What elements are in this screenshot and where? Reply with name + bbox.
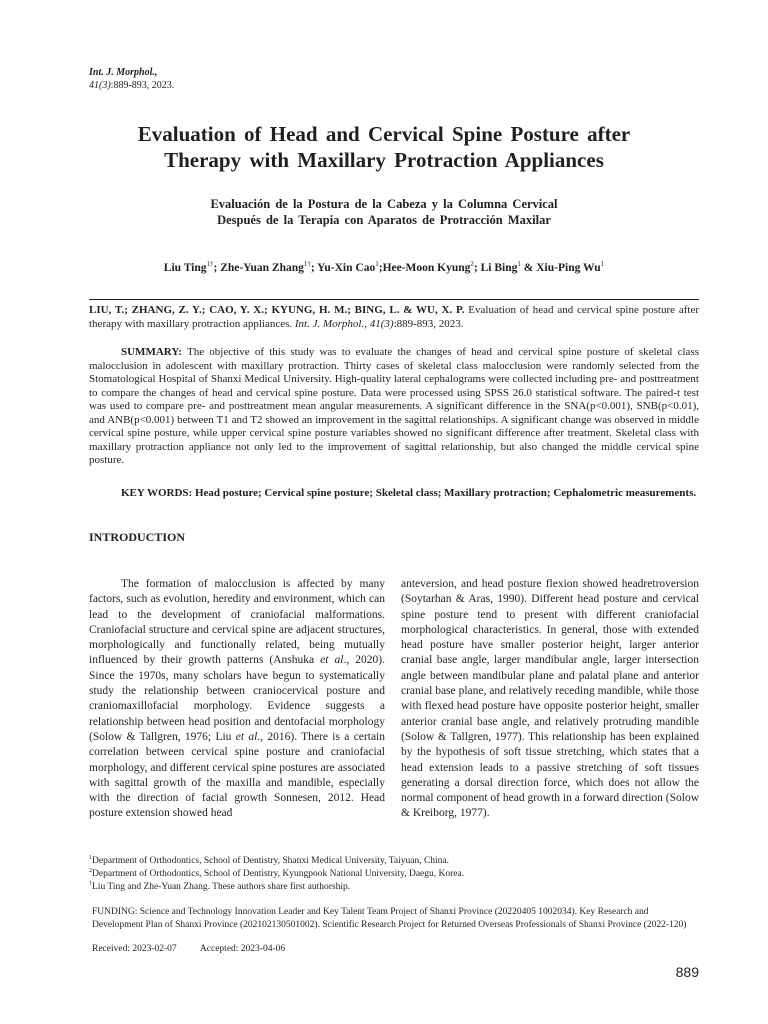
abstract-summary	[89, 346, 699, 468]
spanish-title-line-2: Después de la Terapia con Aparatos de Protracción Maxilar	[217, 213, 551, 227]
title-line-2: Therapy with Maxillary Protraction Appliances	[164, 148, 604, 172]
citation-tail: :889-893, 2023.	[393, 318, 464, 330]
author-name: Liu Ting	[163, 262, 207, 274]
journal-name: Int. J. Morphol.,	[89, 67, 158, 78]
footnote	[89, 855, 699, 868]
author-separator: ;	[213, 262, 221, 274]
journal-reference	[89, 66, 174, 92]
intro-text-run: ., 2016). There is a certain correlation between cervical spine posture and craniofacial morphology, and different cervical spine postures are associated with sagittal growth of the maxilla and mandible, especially with the direction of facial growth Sonnesen, 2012. Head posture extension showed head	[89, 730, 385, 820]
article-title	[80, 121, 688, 173]
page-number: 889	[675, 964, 699, 980]
citation-text: Evaluation of head and cervical spine posture after therapy with maxillary protraction appliances.	[89, 304, 699, 330]
author-affiliation-mark: 1	[517, 260, 521, 269]
author-name: Yu-Xin Cao	[317, 262, 376, 274]
footnote-text: Liu Ting and Zhe-Yuan Zhang. These authors share first authorship.	[92, 882, 351, 892]
author-separator: &	[520, 262, 537, 274]
author-affiliation-mark: 2	[470, 260, 474, 269]
author-name: Xiu-Ping Wu	[536, 262, 601, 274]
introduction-column-left	[89, 577, 385, 822]
intro-text-run: ., 2020). Since the 1970s, many scholars have begun to systematically study the relationship between craniocervical posture and craniomaxillofacial morphology. Evidence suggests a relationship between head position and dentofacial morphology (Solow & Tallgren, 1976; Liu	[89, 654, 385, 743]
author-name: Li Bing	[480, 262, 518, 274]
section-heading-introduction: INTRODUCTION	[89, 530, 186, 544]
citation-authors: LIU, T.; ZHANG, Z. Y.; CAO, Y. X.; KYUNG, H. M.; BING, L. & WU, X. P.	[89, 304, 465, 316]
spanish-title	[150, 196, 618, 228]
spanish-title-line-1: Evaluación de la Postura de la Cabeza y la Columna Cervical	[210, 197, 558, 211]
footnote-mark: †	[89, 880, 92, 887]
summary-label: SUMMARY:	[121, 346, 182, 358]
journal-volume: 41(3)	[89, 80, 111, 91]
summary-text: The objective of this study was to evaluate the changes of head and cervical spine posture of skeletal class malocclusion in adolescent with maxillary protraction. Thirty cases of skeletal class malocclusion were randomly selected from the Stomatological Hospital of Shanxi Medical University. High-quality lateral cephalograms were collected including pre- and posttreatment to compare the changes of head and cervical spine posture. Data were processed using SPSS 26.0 statistical software. The paired-t test was used to compare pre- and posttreatment mean angular measurements. A significant difference in the SNA(p<0.001), SNB(p<0.01), and ANB(p<0.001) between T1 and T2 showed an improvement in the sagittal relationships. A significant change was observed in middle cervical spine posture, while upper cervical spine posture variables showed no significant difference after treatment. Skeletal class with maxillary protraction appliance not only led to the improvement of sagittal relationship, but also changed the middle cervical spine posture.	[89, 346, 699, 466]
intro-text-run: et al	[235, 730, 258, 743]
author-name: Zhe-Yuan Zhang	[220, 262, 304, 274]
author-name: Hee-Moon Kyung	[382, 262, 471, 274]
divider-line	[89, 299, 699, 300]
author-separator: ;	[378, 262, 383, 274]
footnote	[89, 868, 699, 881]
footnote-text: Department of Orthodontics, School of Dentistry, Shanxi Medical University, Taiyuan, China.	[92, 856, 450, 866]
title-line-1: Evaluation of Head and Cervical Spine Posture after	[137, 122, 631, 146]
author-affiliation-mark: 1	[600, 260, 605, 269]
journal-pages-year: :889-893, 2023.	[110, 80, 175, 91]
citation-journal: Int. J. Morphol., 41(3)	[294, 318, 394, 330]
accepted-date: Accepted: 2023-04-06	[199, 944, 286, 954]
author-separator: ;	[473, 262, 481, 274]
footnote-text: Department of Orthodontics, School of Dentistry, Kyungpook National University, Daegu, Korea.	[92, 869, 465, 879]
article-dates	[92, 943, 285, 956]
funding-statement: FUNDING: Science and Technology Innovation Leader and Key Talent Team Project of Shanxi Province (20220405 1002034). Key Research and Development Plan of Shanxi Province (202102130501002). Scientific Research Project for Returned Overseas Professionals of Shanxi Province (2022-120)	[92, 907, 687, 930]
author-separator: ;	[310, 262, 318, 274]
author-affiliation-mark: 1†	[206, 260, 214, 269]
author-affiliation-mark: 1	[375, 260, 379, 269]
citation	[89, 303, 699, 331]
intro-text-run: The formation of malocclusion is affected by many factors, such as evolution, heredity and environment, which can lead to the development of craniofacial malformations. Craniofacial structure and cervical spine are adjacent structures, morphologically and functionally related, being mutually influenced by their growth patterns (Anshuka	[89, 578, 385, 667]
footnote-mark: 2	[89, 867, 92, 874]
received-date: Received: 2023-02-07	[92, 944, 177, 954]
author-affiliation-mark: 1†	[303, 260, 311, 269]
intro-text-run: et al	[320, 654, 344, 667]
introduction-column-right: anteversion, and head posture flexion showed headretroversion (Soytarhan & Aras, 1990). Different head posture and cervical spine posture tend to present with different craniofacial morphological characteristics. In general, those with extended head posture have smaller posterior height, larger anterior cranial base angle, larger mandibular angle, larger intersection angle between mandibular plane and palatal plane and anterior cranial base plane, and relatively receding mandible, while those with flexed head posture have opposite posterior height, smaller anterior cranial base angle, and relatively protruding mandible (Solow & Tallgren, 1977). This relationship has been explained by the hypothesis of soft tissue stretching, which states that a head extension leads to a passive stretching of soft tissues generating a dorsal direction force, which does not allow the normal component of head growth in a forward direction (Solow & Kreiborg, 1977).	[401, 578, 699, 820]
journal-volume-pages	[89, 79, 174, 92]
author-list	[80, 261, 688, 275]
affiliation-footnotes	[89, 855, 699, 894]
footnote	[89, 881, 699, 894]
footnote-mark: 1	[89, 854, 92, 861]
key-words: KEY WORDS: Head posture; Cervical spine posture; Skeletal class; Maxillary protraction; Cephalometric measurements.	[121, 487, 697, 499]
